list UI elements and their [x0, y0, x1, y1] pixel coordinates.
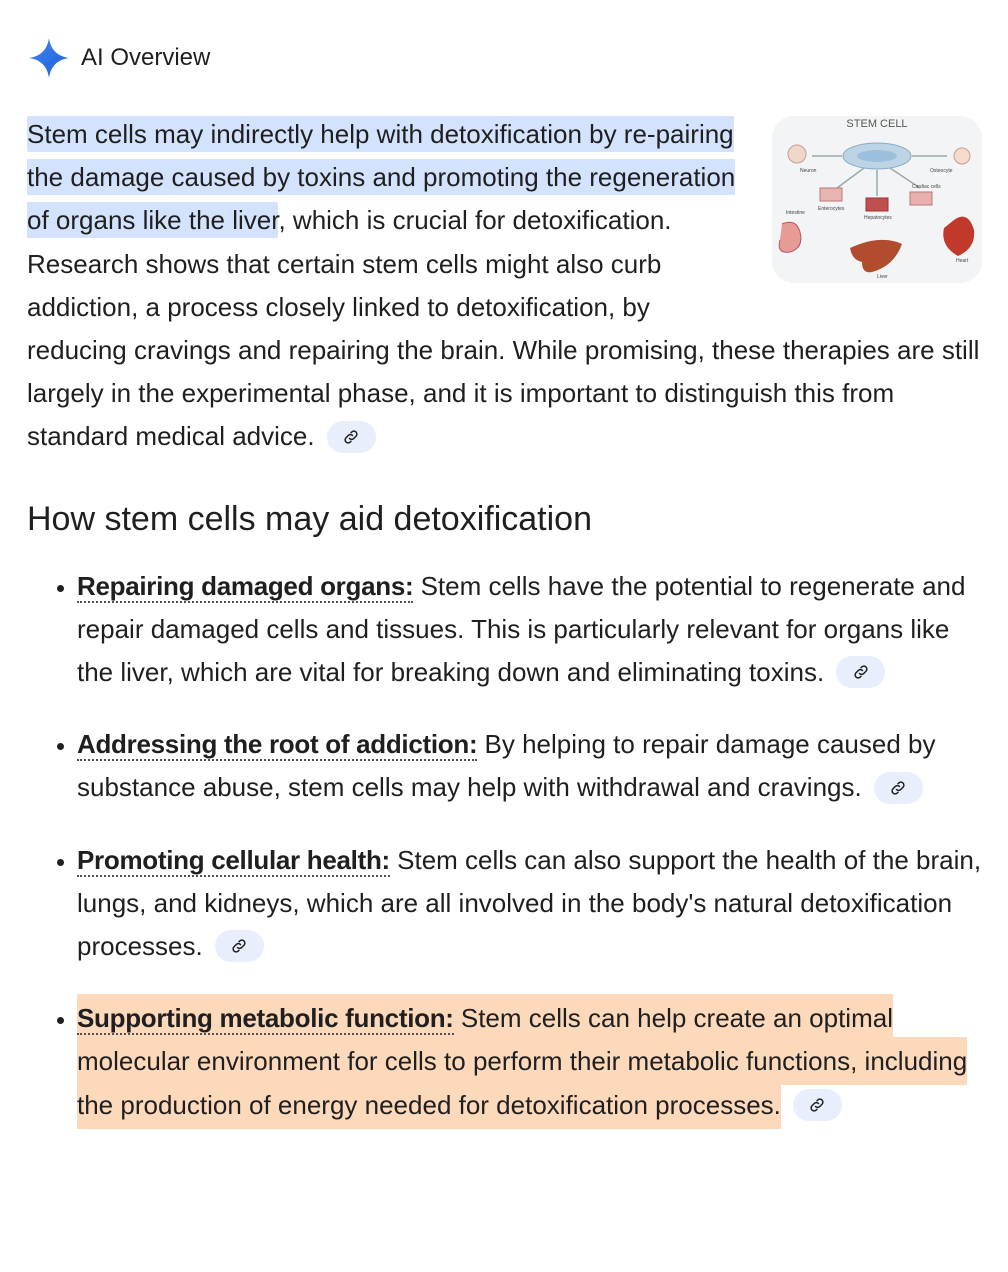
citation-link-button[interactable]	[215, 930, 264, 962]
term-link[interactable]: Addressing the root of addiction:	[77, 729, 478, 760]
diagram-label-enterocytes: Enterocytes	[818, 206, 845, 212]
list-item	[77, 723, 982, 809]
intro-text: , which is crucial for detoxification. Research shows that certain stem cells might also curb addiction, a process closely linked to detoxification, by reducing cravings and repairing the brain. While promising, these therapies are still largely in the experimental phase, and it is important to distinguish this from standard medical advice.	[27, 205, 980, 452]
benefits-list	[27, 565, 982, 1127]
diagram-title: STEM CELL	[846, 118, 908, 130]
ai-overview-title: AI Overview	[81, 44, 211, 71]
link-icon	[230, 937, 248, 955]
diagram-label-heart: Heart	[956, 258, 969, 264]
item-text: Stem cells can help create an optimal molecular environment for cells to perform their metabolic functions, including the production of energy needed for detoxification processes.	[77, 1003, 968, 1120]
list-item	[77, 997, 982, 1127]
highlighted-claim: Stem cells may indirectly help with detoxification by re-pairing the damage caused by toxins and promoting the regeneration of organs like the liver	[27, 116, 735, 238]
term-link[interactable]: Supporting metabolic function:	[77, 1003, 454, 1034]
list-item	[77, 839, 982, 969]
diagram-label-intestine: Intestine	[786, 210, 805, 216]
citation-link-button[interactable]	[874, 772, 923, 804]
citation-link-button[interactable]	[836, 656, 885, 688]
item-text: Stem cells have the potential to regenerate and repair damaged cells and tissues. This is particularly relevant for organs like the liver, which are vital for breaking down and eliminating toxins.	[77, 570, 966, 688]
stem-cell-diagram	[772, 116, 982, 283]
sparkle-icon	[28, 37, 70, 79]
diagram-label-neuron: Neuron	[800, 168, 817, 174]
ai-overview-header	[27, 0, 982, 116]
intro-paragraph	[27, 113, 982, 459]
citation-link-button[interactable]	[793, 1089, 842, 1121]
list-item	[77, 565, 982, 695]
diagram-label-cardiac: Cardiac cells	[912, 184, 941, 190]
stem-cell-diagram-thumbnail[interactable]	[772, 116, 982, 283]
item-text: By helping to repair damage caused by substance abuse, stem cells may help with withdrawal and cravings.	[77, 729, 936, 803]
link-icon	[808, 1096, 826, 1114]
term-link[interactable]: Promoting cellular health:	[77, 844, 390, 875]
term-link[interactable]: Repairing damaged organs:	[77, 570, 414, 601]
link-icon	[342, 428, 360, 446]
section-heading: How stem cells may aid detoxification	[27, 499, 593, 538]
citation-link-button[interactable]	[327, 421, 376, 453]
link-icon	[852, 663, 870, 681]
diagram-label-hepatocytes: Hepatocytes	[864, 215, 892, 221]
link-icon	[889, 779, 907, 797]
diagram-label-liver: Liver	[877, 274, 888, 280]
item-text: Stem cells can also support the health of the brain, lungs, and kidneys, which are all involved in the body's natural detoxification processes.	[77, 844, 982, 962]
diagram-label-osteocyte: Osteocyte	[930, 168, 953, 174]
